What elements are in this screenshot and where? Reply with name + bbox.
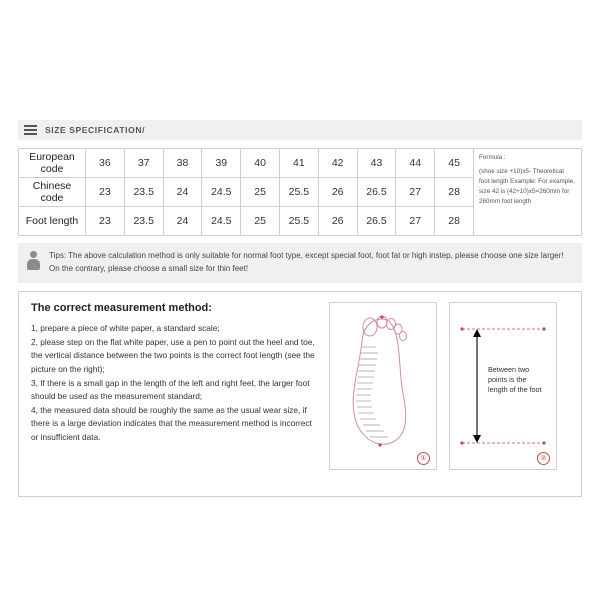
- table-cell: 26.5: [357, 207, 396, 236]
- table-cell: 23: [86, 178, 125, 207]
- section-title: SIZE SPECIFICATION/: [45, 125, 146, 135]
- method-step: 1, prepare a piece of white paper, a standard scale;: [31, 323, 220, 333]
- method-step: 4, the measured data should be roughly the same as the usual wear size, if there is a large deviation indicates that the measurement method is incorrect or insufficient data.: [31, 405, 312, 442]
- table-cell: 37: [124, 149, 163, 178]
- formula-line: (shoe size +10)x5- Theoretical: [479, 168, 564, 175]
- table-cell: 40: [241, 149, 280, 178]
- table-cell: 42: [318, 149, 357, 178]
- table-cell: 27: [396, 207, 435, 236]
- formula-line: Formula :: [479, 154, 506, 161]
- formula-line: 260mm foot length: [479, 198, 532, 205]
- size-table-area: [18, 148, 582, 236]
- table-row: [19, 207, 474, 236]
- table-cell: 41: [279, 149, 318, 178]
- figure-number: ①: [417, 452, 430, 465]
- table-cell: 45: [435, 149, 474, 178]
- table-cell: 25: [241, 207, 280, 236]
- table-cell: 24.5: [202, 207, 241, 236]
- person-icon: [26, 251, 42, 273]
- content-area: [18, 120, 582, 497]
- section-header: [18, 120, 582, 140]
- table-cell: 28: [435, 178, 474, 207]
- table-cell: 43: [357, 149, 396, 178]
- table-cell: 24: [163, 207, 202, 236]
- footprint-diagram: [329, 302, 437, 470]
- formula-note: [474, 148, 582, 236]
- row-label: Foot length: [19, 207, 86, 236]
- table-cell: 26: [318, 207, 357, 236]
- method-step: 3, If there is a small gap in the length of the left and right feet, the larger foot should be used as the measurement standard;: [31, 377, 310, 402]
- table-cell: 25.5: [279, 178, 318, 207]
- figures-area: [321, 302, 569, 484]
- formula-line: foot length Example: For example,: [479, 178, 575, 185]
- table-cell: 26.5: [357, 178, 396, 207]
- measurement-method: [31, 302, 321, 484]
- figure-number: ②: [537, 452, 550, 465]
- table-cell: 44: [396, 149, 435, 178]
- measurement-panel: [18, 291, 582, 497]
- footprint-illustration: [330, 303, 436, 469]
- row-label: Chinese code: [19, 178, 86, 207]
- distance-diagram: [449, 302, 557, 470]
- table-row: [19, 149, 474, 178]
- tips-text: Tips: The above calculation method is only suitable for normal foot type, except special foot, foot fat or high instep, please choose one size larger! On the contrary, please choose a small size for thin feet!: [49, 251, 564, 273]
- size-table: [18, 148, 474, 236]
- table-cell: 36: [86, 149, 125, 178]
- table-cell: 25.5: [279, 207, 318, 236]
- table-cell: 39: [202, 149, 241, 178]
- method-step: 2, please step on the flat white paper, use a pen to point out the heel and toe, the vertical distance between the two points is the correct foot length (see the picture on the right);: [31, 337, 315, 374]
- table-row: [19, 178, 474, 207]
- table-cell: 27: [396, 178, 435, 207]
- table-cell: 24.5: [202, 178, 241, 207]
- method-title: The correct measurement method:: [31, 302, 212, 314]
- table-cell: 28: [435, 207, 474, 236]
- table-cell: 38: [163, 149, 202, 178]
- table-cell: 23.5: [124, 178, 163, 207]
- row-label: European code: [19, 149, 86, 178]
- table-cell: 23: [86, 207, 125, 236]
- table-cell: 25: [241, 178, 280, 207]
- table-cell: 26: [318, 178, 357, 207]
- table-cell: 23.5: [124, 207, 163, 236]
- formula-line: size 42 is (42+10)x5=260mm for: [479, 188, 570, 195]
- hamburger-icon: [24, 125, 37, 135]
- tips-banner: [18, 243, 582, 283]
- figure-caption: Between two points is the length of the foot: [488, 365, 542, 394]
- table-cell: 24: [163, 178, 202, 207]
